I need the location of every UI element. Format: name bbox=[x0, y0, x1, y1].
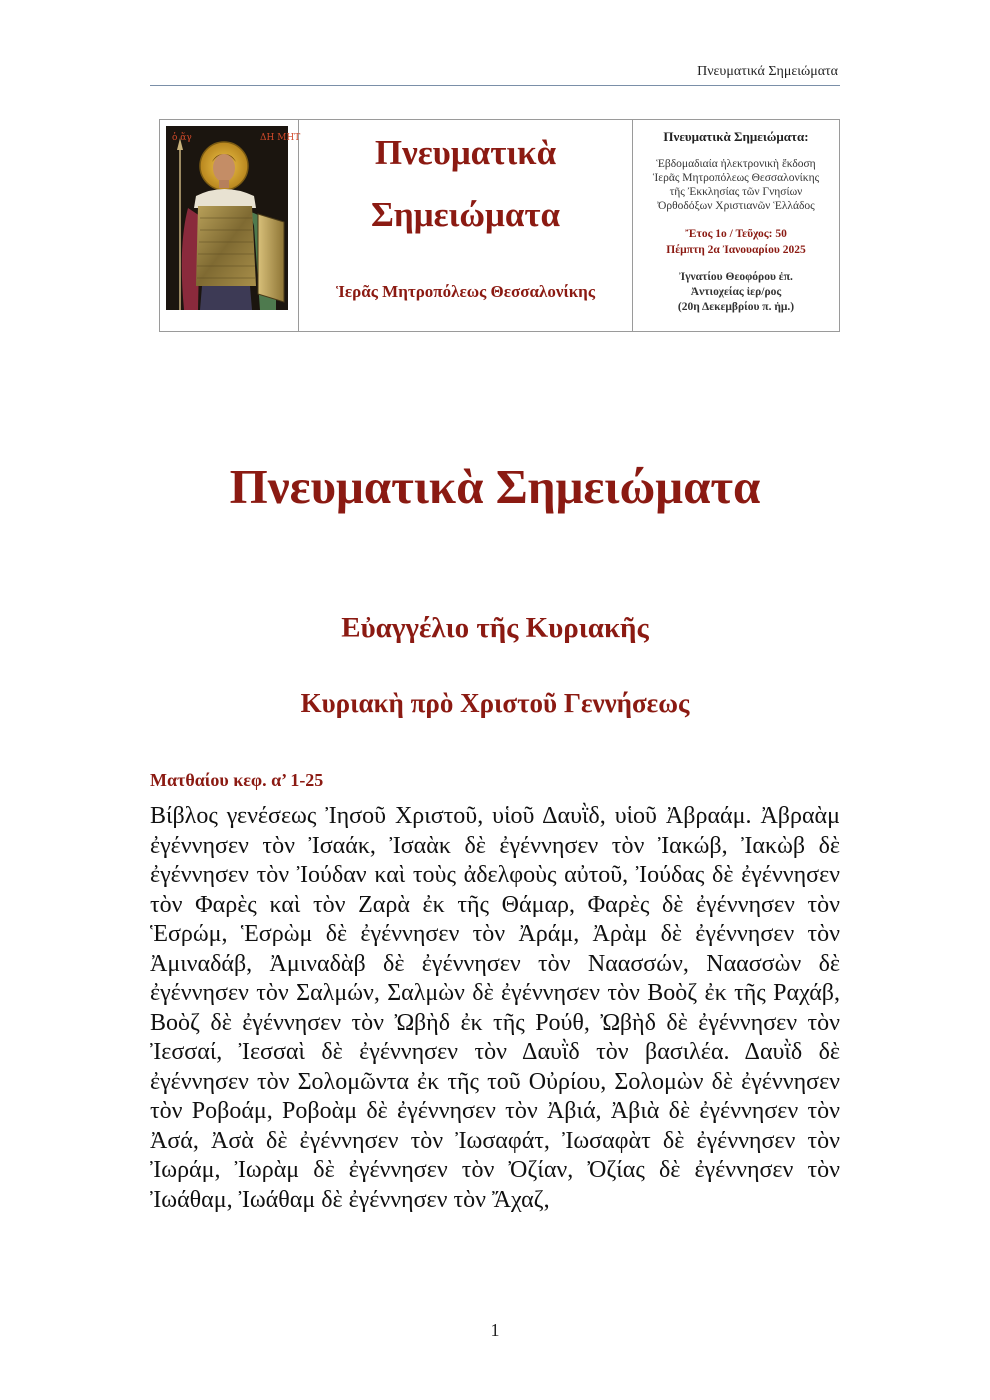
info-author-line: Ἰγνατίου Θεοφόρου ἐπ. bbox=[679, 271, 793, 283]
section-subtitle: Κυριακὴ πρὸ Χριστοῦ Γεννήσεως bbox=[300, 688, 690, 718]
info-description-line: Ὀρθοδόξων Χριστιανῶν Ἑλλάδος bbox=[657, 200, 815, 212]
info-author-line: (20η Δεκεμβρίου π. ἡμ.) bbox=[677, 301, 795, 313]
masthead-title-cell bbox=[299, 120, 633, 332]
masthead-title-line1: Πνευματικὰ bbox=[374, 133, 557, 172]
icon-inscription-left: ὁ ἅγ bbox=[172, 133, 192, 143]
info-description-line: Ἱερᾶς Μητροπόλεως Θεσσαλονίκης bbox=[652, 172, 820, 184]
page-number: 1 bbox=[490, 1320, 500, 1340]
saint-icon-image bbox=[166, 126, 301, 310]
info-description-line: τῆς Ἐκκλησίας τῶν Γνησίων bbox=[669, 186, 803, 198]
info-title: Πνευματικὰ Σημειώματα: bbox=[663, 129, 809, 144]
header-rule bbox=[150, 85, 840, 86]
info-author-line: Ἀντιοχείας ἱερ/ρος bbox=[690, 286, 782, 298]
icon-inscription-right: ΔΗ ΜΗΤ bbox=[260, 133, 301, 143]
masthead-icon-cell bbox=[160, 120, 299, 332]
info-issue bbox=[633, 226, 839, 258]
masthead bbox=[159, 119, 840, 332]
saint-icon bbox=[166, 126, 301, 310]
info-description-line: Ἑβδομαδιαία ἠλεκτρονικὴ ἔκδοση bbox=[656, 158, 816, 170]
section-title: Εὐαγγέλιο τῆς Κυριακῆς bbox=[341, 612, 649, 644]
running-header: Πνευματικά Σημειώματα bbox=[697, 64, 838, 79]
masthead-info-cell bbox=[633, 120, 840, 332]
info-description bbox=[633, 157, 839, 213]
main-title: Πνευματικὰ Σημειώματα bbox=[229, 459, 761, 514]
info-author bbox=[633, 270, 839, 315]
masthead-title-line2: Σημειώματα bbox=[370, 195, 561, 234]
info-issue-date: Πέμπτη 2α Ἰανουαρίου 2025 bbox=[666, 244, 806, 256]
masthead-subtitle: Ἱερᾶς Μητροπόλεως Θεσσαλονίκης bbox=[335, 282, 596, 301]
scripture-text: Βίβλος γενέσεως Ἰησοῦ Χριστοῦ, υἱοῦ Δαυῒδ, υἱοῦ Ἀβραάμ. Ἀβραὰμ ἐγέννησεν τὸν Ἰσαάκ, Ἰσαὰκ δὲ ἐγέννησεν τὸν Ἰακώβ, Ἰακὼβ δὲ ἐγέννησεν τὸν Ἰούδαν καὶ τοὺς ἀδελφοὺς αὐτοῦ, Ἰούδας δὲ ἐγέννησεν τὸν Φαρὲς καὶ τὸν Ζαρὰ ἐκ τῆς Θάμαρ, Φαρὲς δὲ ἐγέννησεν τὸν Ἑσρώμ, Ἑσρὼμ δὲ ἐγέννησεν τὸν Ἀράμ, Ἀρὰμ δὲ ἐγέννησεν τὸν Ἀμιναδάβ, Ἀμιναδὰβ δὲ ἐγέννησεν τὸν Ναασσών, Ναασσὼν δὲ ἐγέννησεν τὸν Σαλμών, Σαλμὼν δὲ ἐγέννησεν τὸν Βοὸζ ἐκ τῆς Ραχάβ, Βοὸζ δὲ ἐγέννησεν τὸν Ὠβὴδ ἐκ τῆς Ρούθ, Ὠβὴδ δὲ ἐγέννησεν τὸν Ἰεσσαί, Ἰεσσαὶ δὲ ἐγέννησεν τὸν Δαυῒδ τὸν βασιλέα. Δαυῒδ δὲ ἐγέννησεν τὸν Σολομῶντα ἐκ τῆς τοῦ Οὐρίου, Σολομὼν δὲ ἐγέννησεν τὸν Ροβοάμ, Ροβοὰμ δὲ ἐγέννησεν τὸν Ἀβιά, Ἀβιὰ δὲ ἐγέννησεν τὸν Ἀσά, Ἀσὰ δὲ ἐγέννησεν τὸν Ἰωσαφάτ, Ἰωσαφὰτ δὲ ἐγέννησεν τὸν Ἰωράμ, Ἰωρὰμ δὲ ἐγέννησεν τὸν Ὀζίαν, Ὀζίας δὲ ἐγέννησεν τὸν Ἰωάθαμ, Ἰωάθαμ δὲ ἐγέννησεν τὸν Ἄχαζ, bbox=[150, 803, 840, 1213]
scripture-reference: Ματθαίου κεφ. α’ 1-25 bbox=[150, 770, 324, 790]
info-issue-number: Ἔτος 1ο / Τεῦχος: 50 bbox=[685, 228, 787, 240]
